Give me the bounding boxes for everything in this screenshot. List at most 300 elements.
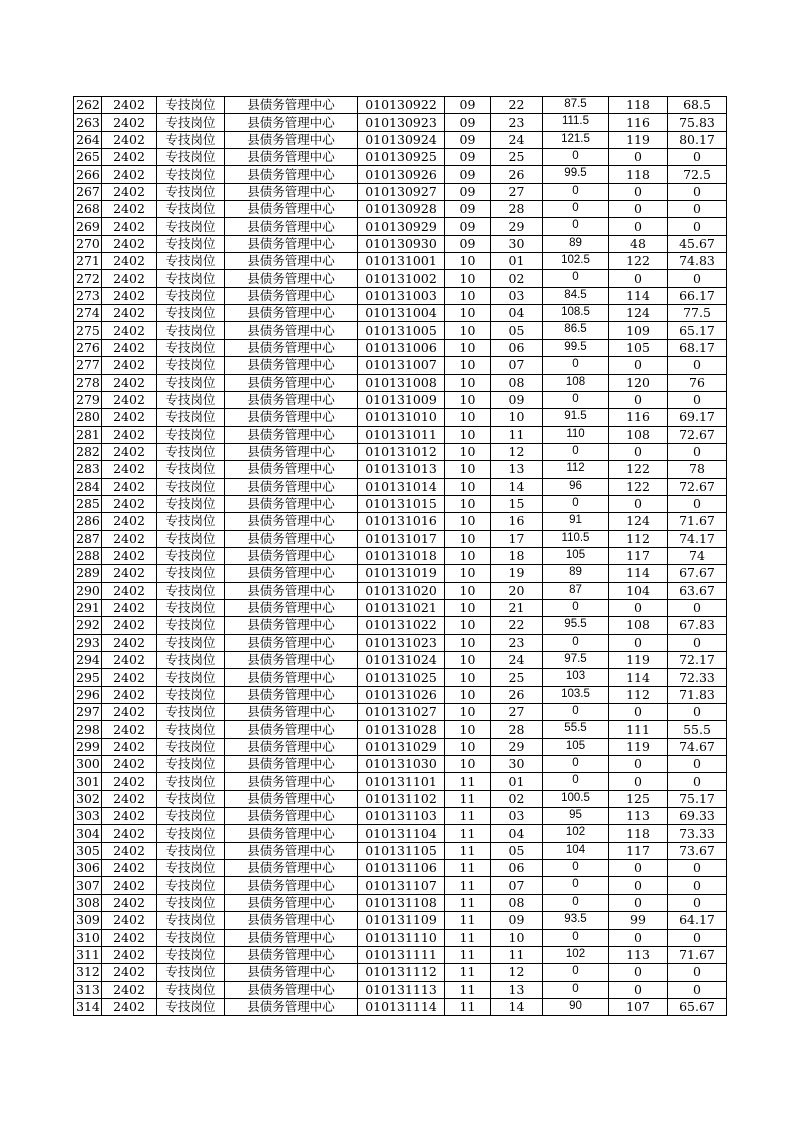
position-type-cell: 专技岗位 (157, 842, 225, 859)
exam-room-cell: 11 (445, 773, 491, 790)
exam-room-cell: 10 (445, 426, 491, 443)
ticket-number-cell: 010130923 (358, 114, 445, 131)
unit-name-cell: 县债务管理中心 (225, 322, 358, 339)
row-number-cell: 263 (74, 114, 102, 131)
interview-score-cell: 109 (609, 322, 668, 339)
unit-name-cell: 县债务管理中心 (225, 339, 358, 356)
position-code-cell: 2402 (102, 790, 157, 807)
written-score-cell: 0 (543, 756, 609, 773)
ticket-number-cell: 010130925 (358, 149, 445, 166)
position-code-cell: 2402 (102, 322, 157, 339)
score-table (73, 96, 727, 1016)
total-score-cell: 65.67 (668, 998, 727, 1015)
interview-score-cell: 114 (609, 287, 668, 304)
table-row (74, 478, 727, 495)
exam-room-cell: 10 (445, 738, 491, 755)
total-score-cell: 45.67 (668, 235, 727, 252)
unit-name-cell: 县债务管理中心 (225, 825, 358, 842)
table-row (74, 149, 727, 166)
written-score-cell: 97.5 (543, 652, 609, 669)
total-score-cell: 76 (668, 374, 727, 391)
position-code-cell: 2402 (102, 149, 157, 166)
unit-name-cell: 县债务管理中心 (225, 97, 358, 114)
ticket-number-cell: 010131024 (358, 652, 445, 669)
written-score-cell: 102 (543, 825, 609, 842)
unit-name-cell: 县债务管理中心 (225, 530, 358, 547)
seat-number-cell: 04 (491, 305, 543, 322)
position-type-cell: 专技岗位 (157, 565, 225, 582)
interview-score-cell: 0 (609, 270, 668, 287)
total-score-cell: 0 (668, 773, 727, 790)
total-score-cell: 74.83 (668, 253, 727, 270)
ticket-number-cell: 010131030 (358, 756, 445, 773)
unit-name-cell: 县债务管理中心 (225, 686, 358, 703)
row-number-cell: 312 (74, 964, 102, 981)
exam-room-cell: 10 (445, 704, 491, 721)
row-number-cell: 287 (74, 530, 102, 547)
exam-room-cell: 11 (445, 912, 491, 929)
exam-room-cell: 10 (445, 287, 491, 304)
seat-number-cell: 13 (491, 981, 543, 998)
table-row (74, 339, 727, 356)
position-type-cell: 专技岗位 (157, 478, 225, 495)
position-code-cell: 2402 (102, 808, 157, 825)
seat-number-cell: 30 (491, 756, 543, 773)
seat-number-cell: 06 (491, 860, 543, 877)
seat-number-cell: 21 (491, 599, 543, 616)
table-row (74, 409, 727, 426)
total-score-cell: 68.17 (668, 339, 727, 356)
position-type-cell: 专技岗位 (157, 287, 225, 304)
row-number-cell: 299 (74, 738, 102, 755)
unit-name-cell: 县债务管理中心 (225, 131, 358, 148)
position-type-cell: 专技岗位 (157, 495, 225, 512)
position-code-cell: 2402 (102, 426, 157, 443)
ticket-number-cell: 010131112 (358, 964, 445, 981)
ticket-number-cell: 010131002 (358, 270, 445, 287)
position-type-cell: 专技岗位 (157, 426, 225, 443)
unit-name-cell: 县债务管理中心 (225, 617, 358, 634)
position-code-cell: 2402 (102, 738, 157, 755)
row-number-cell: 295 (74, 669, 102, 686)
table-row (74, 565, 727, 582)
row-number-cell: 288 (74, 547, 102, 564)
written-score-cell: 0 (543, 929, 609, 946)
interview-score-cell: 0 (609, 756, 668, 773)
interview-score-cell: 113 (609, 946, 668, 963)
unit-name-cell: 县债务管理中心 (225, 495, 358, 512)
written-score-cell: 103 (543, 669, 609, 686)
interview-score-cell: 0 (609, 183, 668, 200)
exam-room-cell: 10 (445, 565, 491, 582)
position-type-cell: 专技岗位 (157, 738, 225, 755)
exam-room-cell: 09 (445, 114, 491, 131)
seat-number-cell: 17 (491, 530, 543, 547)
seat-number-cell: 03 (491, 287, 543, 304)
row-number-cell: 265 (74, 149, 102, 166)
interview-score-cell: 0 (609, 877, 668, 894)
seat-number-cell: 01 (491, 773, 543, 790)
written-score-cell: 84.5 (543, 287, 609, 304)
table-row (74, 946, 727, 963)
ticket-number-cell: 010131109 (358, 912, 445, 929)
ticket-number-cell: 010131007 (358, 357, 445, 374)
unit-name-cell: 县债务管理中心 (225, 738, 358, 755)
position-code-cell: 2402 (102, 565, 157, 582)
seat-number-cell: 23 (491, 634, 543, 651)
unit-name-cell: 县债务管理中心 (225, 964, 358, 981)
table-row (74, 131, 727, 148)
position-code-cell: 2402 (102, 287, 157, 304)
ticket-number-cell: 010131003 (358, 287, 445, 304)
position-code-cell: 2402 (102, 686, 157, 703)
interview-score-cell: 122 (609, 253, 668, 270)
unit-name-cell: 县债务管理中心 (225, 478, 358, 495)
row-number-cell: 273 (74, 287, 102, 304)
exam-room-cell: 11 (445, 790, 491, 807)
exam-room-cell: 10 (445, 357, 491, 374)
interview-score-cell: 113 (609, 808, 668, 825)
seat-number-cell: 03 (491, 808, 543, 825)
position-type-cell: 专技岗位 (157, 825, 225, 842)
row-number-cell: 298 (74, 721, 102, 738)
position-type-cell: 专技岗位 (157, 218, 225, 235)
written-score-cell: 0 (543, 391, 609, 408)
ticket-number-cell: 010131102 (358, 790, 445, 807)
position-code-cell: 2402 (102, 704, 157, 721)
written-score-cell: 89 (543, 565, 609, 582)
total-score-cell: 72.33 (668, 669, 727, 686)
exam-room-cell: 09 (445, 201, 491, 218)
table-row (74, 808, 727, 825)
position-type-cell: 专技岗位 (157, 894, 225, 911)
total-score-cell: 65.17 (668, 322, 727, 339)
interview-score-cell: 124 (609, 305, 668, 322)
seat-number-cell: 08 (491, 374, 543, 391)
unit-name-cell: 县债务管理中心 (225, 357, 358, 374)
table-row (74, 894, 727, 911)
written-score-cell: 0 (543, 443, 609, 460)
position-type-cell: 专技岗位 (157, 253, 225, 270)
ticket-number-cell: 010130927 (358, 183, 445, 200)
unit-name-cell: 县债务管理中心 (225, 704, 358, 721)
seat-number-cell: 27 (491, 704, 543, 721)
row-number-cell: 291 (74, 599, 102, 616)
ticket-number-cell: 010131006 (358, 339, 445, 356)
unit-name-cell: 县债务管理中心 (225, 270, 358, 287)
position-code-cell: 2402 (102, 530, 157, 547)
position-code-cell: 2402 (102, 357, 157, 374)
ticket-number-cell: 010131027 (358, 704, 445, 721)
position-type-cell: 专技岗位 (157, 721, 225, 738)
interview-score-cell: 0 (609, 391, 668, 408)
interview-score-cell: 0 (609, 443, 668, 460)
seat-number-cell: 25 (491, 669, 543, 686)
table-row (74, 704, 727, 721)
interview-score-cell: 114 (609, 565, 668, 582)
written-score-cell: 111.5 (543, 114, 609, 131)
total-score-cell: 66.17 (668, 287, 727, 304)
position-code-cell: 2402 (102, 669, 157, 686)
exam-room-cell: 10 (445, 253, 491, 270)
row-number-cell: 289 (74, 565, 102, 582)
exam-room-cell: 10 (445, 374, 491, 391)
table-row (74, 461, 727, 478)
interview-score-cell: 117 (609, 547, 668, 564)
total-score-cell: 72.67 (668, 478, 727, 495)
position-type-cell: 专技岗位 (157, 391, 225, 408)
written-score-cell: 0 (543, 495, 609, 512)
interview-score-cell: 112 (609, 530, 668, 547)
ticket-number-cell: 010130930 (358, 235, 445, 252)
position-code-cell: 2402 (102, 946, 157, 963)
seat-number-cell: 23 (491, 114, 543, 131)
interview-score-cell: 0 (609, 860, 668, 877)
ticket-number-cell: 010131022 (358, 617, 445, 634)
exam-room-cell: 09 (445, 97, 491, 114)
position-code-cell: 2402 (102, 339, 157, 356)
interview-score-cell: 112 (609, 686, 668, 703)
exam-room-cell: 10 (445, 582, 491, 599)
table-row (74, 582, 727, 599)
position-type-cell: 专技岗位 (157, 183, 225, 200)
table-body (74, 97, 727, 1016)
table-row (74, 617, 727, 634)
table-row (74, 547, 727, 564)
seat-number-cell: 30 (491, 235, 543, 252)
total-score-cell: 74 (668, 547, 727, 564)
position-type-cell: 专技岗位 (157, 929, 225, 946)
position-code-cell: 2402 (102, 461, 157, 478)
total-score-cell: 63.67 (668, 582, 727, 599)
row-number-cell: 303 (74, 808, 102, 825)
exam-room-cell: 11 (445, 825, 491, 842)
total-score-cell: 78 (668, 461, 727, 478)
interview-score-cell: 108 (609, 426, 668, 443)
position-type-cell: 专技岗位 (157, 686, 225, 703)
row-number-cell: 272 (74, 270, 102, 287)
table-row (74, 218, 727, 235)
written-score-cell: 95.5 (543, 617, 609, 634)
position-code-cell: 2402 (102, 131, 157, 148)
total-score-cell: 74.17 (668, 530, 727, 547)
total-score-cell: 69.17 (668, 409, 727, 426)
unit-name-cell: 县债务管理中心 (225, 235, 358, 252)
table-row (74, 357, 727, 374)
row-number-cell: 304 (74, 825, 102, 842)
interview-score-cell: 0 (609, 964, 668, 981)
table-row (74, 842, 727, 859)
exam-room-cell: 10 (445, 547, 491, 564)
unit-name-cell: 县债务管理中心 (225, 374, 358, 391)
unit-name-cell: 县债务管理中心 (225, 287, 358, 304)
unit-name-cell: 县债务管理中心 (225, 409, 358, 426)
seat-number-cell: 13 (491, 461, 543, 478)
written-score-cell: 99.5 (543, 339, 609, 356)
row-number-cell: 296 (74, 686, 102, 703)
row-number-cell: 274 (74, 305, 102, 322)
interview-score-cell: 114 (609, 669, 668, 686)
ticket-number-cell: 010131013 (358, 461, 445, 478)
position-code-cell: 2402 (102, 860, 157, 877)
row-number-cell: 264 (74, 131, 102, 148)
exam-room-cell: 11 (445, 808, 491, 825)
ticket-number-cell: 010131103 (358, 808, 445, 825)
exam-room-cell: 09 (445, 149, 491, 166)
position-type-cell: 专技岗位 (157, 981, 225, 998)
position-code-cell: 2402 (102, 409, 157, 426)
seat-number-cell: 18 (491, 547, 543, 564)
position-type-cell: 专技岗位 (157, 530, 225, 547)
interview-score-cell: 48 (609, 235, 668, 252)
table-row (74, 756, 727, 773)
total-score-cell: 0 (668, 149, 727, 166)
position-type-cell: 专技岗位 (157, 409, 225, 426)
table-row (74, 287, 727, 304)
position-code-cell: 2402 (102, 912, 157, 929)
row-number-cell: 270 (74, 235, 102, 252)
seat-number-cell: 22 (491, 617, 543, 634)
written-score-cell: 87.5 (543, 97, 609, 114)
total-score-cell: 55.5 (668, 721, 727, 738)
row-number-cell: 292 (74, 617, 102, 634)
position-code-cell: 2402 (102, 998, 157, 1015)
ticket-number-cell: 010131104 (358, 825, 445, 842)
interview-score-cell: 0 (609, 599, 668, 616)
exam-room-cell: 10 (445, 530, 491, 547)
position-type-cell: 专技岗位 (157, 461, 225, 478)
row-number-cell: 276 (74, 339, 102, 356)
position-code-cell: 2402 (102, 617, 157, 634)
written-score-cell: 108 (543, 374, 609, 391)
exam-room-cell: 10 (445, 322, 491, 339)
table-row (74, 114, 727, 131)
total-score-cell: 0 (668, 495, 727, 512)
interview-score-cell: 99 (609, 912, 668, 929)
position-type-cell: 专技岗位 (157, 357, 225, 374)
exam-room-cell: 11 (445, 964, 491, 981)
interview-score-cell: 0 (609, 773, 668, 790)
written-score-cell: 108.5 (543, 305, 609, 322)
position-code-cell: 2402 (102, 443, 157, 460)
unit-name-cell: 县债务管理中心 (225, 877, 358, 894)
exam-room-cell: 10 (445, 599, 491, 616)
written-score-cell: 0 (543, 704, 609, 721)
written-score-cell: 0 (543, 894, 609, 911)
position-type-cell: 专技岗位 (157, 790, 225, 807)
exam-room-cell: 10 (445, 305, 491, 322)
position-type-cell: 专技岗位 (157, 634, 225, 651)
unit-name-cell: 县债务管理中心 (225, 860, 358, 877)
unit-name-cell: 县债务管理中心 (225, 721, 358, 738)
seat-number-cell: 02 (491, 270, 543, 287)
position-type-cell: 专技岗位 (157, 860, 225, 877)
interview-score-cell: 119 (609, 738, 668, 755)
written-score-cell: 102.5 (543, 253, 609, 270)
table-row (74, 929, 727, 946)
unit-name-cell: 县债务管理中心 (225, 652, 358, 669)
interview-score-cell: 0 (609, 357, 668, 374)
total-score-cell: 0 (668, 218, 727, 235)
seat-number-cell: 01 (491, 253, 543, 270)
position-code-cell: 2402 (102, 374, 157, 391)
row-number-cell: 268 (74, 201, 102, 218)
unit-name-cell: 县债务管理中心 (225, 808, 358, 825)
total-score-cell: 0 (668, 981, 727, 998)
written-score-cell: 99.5 (543, 166, 609, 183)
ticket-number-cell: 010130926 (358, 166, 445, 183)
written-score-cell: 96 (543, 478, 609, 495)
position-code-cell: 2402 (102, 825, 157, 842)
written-score-cell: 0 (543, 981, 609, 998)
row-number-cell: 313 (74, 981, 102, 998)
ticket-number-cell: 010130922 (358, 97, 445, 114)
interview-score-cell: 0 (609, 201, 668, 218)
written-score-cell: 103.5 (543, 686, 609, 703)
table-row (74, 964, 727, 981)
table-row (74, 721, 727, 738)
position-code-cell: 2402 (102, 201, 157, 218)
position-code-cell: 2402 (102, 495, 157, 512)
table-row (74, 599, 727, 616)
interview-score-cell: 118 (609, 97, 668, 114)
written-score-cell: 89 (543, 235, 609, 252)
row-number-cell: 310 (74, 929, 102, 946)
written-score-cell: 105 (543, 547, 609, 564)
interview-score-cell: 122 (609, 478, 668, 495)
seat-number-cell: 14 (491, 478, 543, 495)
position-type-cell: 专技岗位 (157, 617, 225, 634)
written-score-cell: 105 (543, 738, 609, 755)
interview-score-cell: 119 (609, 652, 668, 669)
total-score-cell: 0 (668, 860, 727, 877)
unit-name-cell: 县债务管理中心 (225, 149, 358, 166)
unit-name-cell: 县债务管理中心 (225, 443, 358, 460)
exam-room-cell: 10 (445, 443, 491, 460)
written-score-cell: 110 (543, 426, 609, 443)
table-row (74, 201, 727, 218)
exam-room-cell: 11 (445, 998, 491, 1015)
interview-score-cell: 116 (609, 409, 668, 426)
position-type-cell: 专技岗位 (157, 599, 225, 616)
row-number-cell: 301 (74, 773, 102, 790)
exam-room-cell: 10 (445, 686, 491, 703)
ticket-number-cell: 010131029 (358, 738, 445, 755)
row-number-cell: 267 (74, 183, 102, 200)
written-score-cell: 112 (543, 461, 609, 478)
position-type-cell: 专技岗位 (157, 964, 225, 981)
total-score-cell: 72.67 (668, 426, 727, 443)
total-score-cell: 67.67 (668, 565, 727, 582)
table-row (74, 860, 727, 877)
unit-name-cell: 县债务管理中心 (225, 461, 358, 478)
interview-score-cell: 0 (609, 149, 668, 166)
seat-number-cell: 08 (491, 894, 543, 911)
position-type-cell: 专技岗位 (157, 374, 225, 391)
seat-number-cell: 05 (491, 322, 543, 339)
total-score-cell: 0 (668, 357, 727, 374)
seat-number-cell: 28 (491, 201, 543, 218)
total-score-cell: 0 (668, 964, 727, 981)
written-score-cell: 0 (543, 149, 609, 166)
exam-room-cell: 10 (445, 478, 491, 495)
row-number-cell: 278 (74, 374, 102, 391)
position-type-cell: 专技岗位 (157, 669, 225, 686)
unit-name-cell: 县债务管理中心 (225, 201, 358, 218)
written-score-cell: 104 (543, 842, 609, 859)
interview-score-cell: 119 (609, 131, 668, 148)
seat-number-cell: 24 (491, 652, 543, 669)
